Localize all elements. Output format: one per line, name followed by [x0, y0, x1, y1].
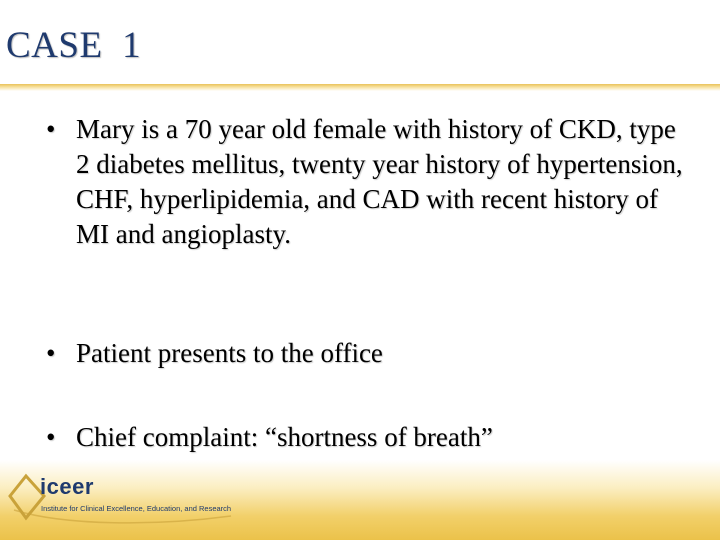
logo-tagline: Institute for Clinical Excellence, Education, and Research	[41, 504, 232, 513]
slide-title: CASE 1	[6, 25, 142, 66]
bullet-marker: •	[46, 114, 56, 144]
bullet-text: Patient presents to the office	[76, 338, 383, 368]
title-divider	[0, 84, 720, 91]
bullet-item-presentation	[46, 336, 686, 371]
bullet-text: Mary is a 70 year old female with history of CKD, type 2 diabetes mellitus, twenty year history of hypertension, CHF, hyperlipidemia, and CAD with recent history of MI and angioplasty.	[76, 114, 683, 249]
bullet-text: Chief complaint: “shortness of breath”	[76, 422, 493, 452]
bullet-item-history	[46, 112, 686, 252]
bullet-marker: •	[46, 422, 56, 452]
bullet-item-complaint	[46, 420, 686, 455]
logo-name: iceer	[40, 474, 94, 499]
bullet-marker: •	[46, 338, 56, 368]
